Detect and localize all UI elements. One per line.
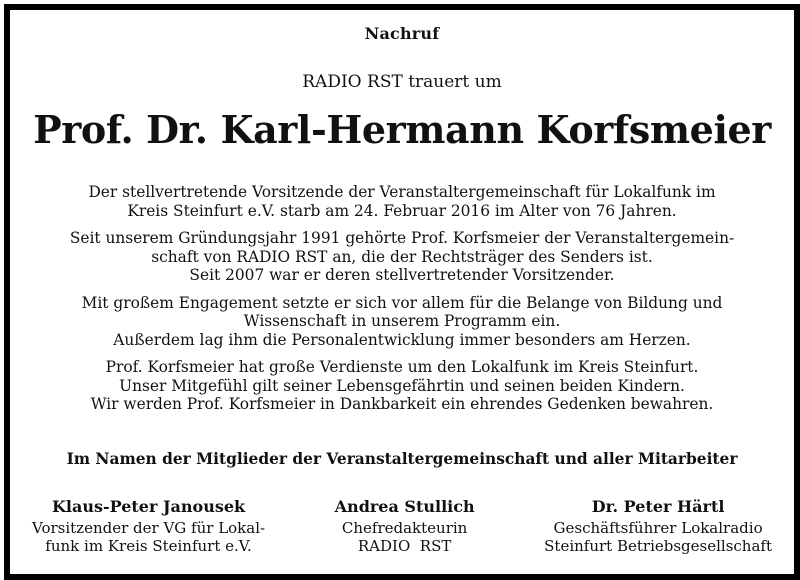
paragraph-2 xyxy=(30,229,774,285)
paragraph-line: Unser Mitgefühl gilt seiner Lebensgefährtin und seinen beiden Kindern. xyxy=(119,376,685,395)
paragraph-1 xyxy=(30,183,774,220)
signatory-title: funk im Kreis Steinfurt e.V. xyxy=(45,537,252,555)
obituary-notice xyxy=(4,4,800,580)
notice-intro: RADIO RST trauert um xyxy=(302,72,502,92)
notice-heading: Nachruf xyxy=(364,24,440,43)
signatory-2 xyxy=(335,498,475,556)
paragraph-line: Kreis Steinfurt e.V. starb am 24. Februar 2016 im Alter von 76 Jahren. xyxy=(127,201,677,220)
paragraph-line: Prof. Korfsmeier hat große Verdienste um den Lokalfunk im Kreis Steinfurt. xyxy=(105,358,699,376)
paragraph-line: Seit unserem Gründungsjahr 1991 gehörte Prof. Korfsmeier der Veranstaltergemein- xyxy=(69,229,735,247)
signatory-3 xyxy=(544,498,772,556)
paragraph-line: Der stellvertretende Vorsitzende der Veranstaltergemeinschaft für Lokalfunk im xyxy=(88,183,716,201)
signatory-title: RADIO RST xyxy=(357,537,452,555)
signatories xyxy=(32,498,772,556)
paragraph-line: Außerdem lag ihm die Personalentwicklung immer besonders am Herzen. xyxy=(113,330,691,349)
signatory-name: Dr. Peter Härtl xyxy=(591,497,725,516)
obituary-body xyxy=(30,183,774,423)
signatory-title: Steinfurt Betriebsgesellschaft xyxy=(544,537,772,555)
paragraph-line: Mit großem Engagement setzte er sich vor allem für die Belange von Bildung und xyxy=(81,293,723,312)
signatory-title: Chefredakteurin xyxy=(341,518,468,537)
deceased-name: Prof. Dr. Karl-Hermann Korfsmeier xyxy=(33,107,771,152)
signatory-name: Andrea Stullich xyxy=(334,497,475,516)
paragraph-line: Wir werden Prof. Korfsmeier in Dankbarkeit ein ehrendes Gedenken bewahren. xyxy=(90,395,714,413)
signatory-1 xyxy=(32,498,265,556)
paragraph-4 xyxy=(30,358,774,414)
on-behalf-line: Im Namen der Mitglieder der Veranstaltergemeinschaft und aller Mitarbeiter xyxy=(66,450,738,468)
paragraph-3 xyxy=(30,294,774,350)
paragraph-line: Seit 2007 war er deren stellvertretender Vorsitzender. xyxy=(189,266,615,284)
paragraph-line: schaft von RADIO RST an, die der Rechtsträger des Senders ist. xyxy=(151,247,653,266)
paragraph-line: Wissenschaft in unserem Programm ein. xyxy=(243,312,561,330)
signatory-title: Geschäftsführer Lokalradio xyxy=(553,518,763,537)
signatory-title: Vorsitzender der VG für Lokal- xyxy=(32,518,266,537)
signatory-name: Klaus-Peter Janousek xyxy=(51,497,246,516)
